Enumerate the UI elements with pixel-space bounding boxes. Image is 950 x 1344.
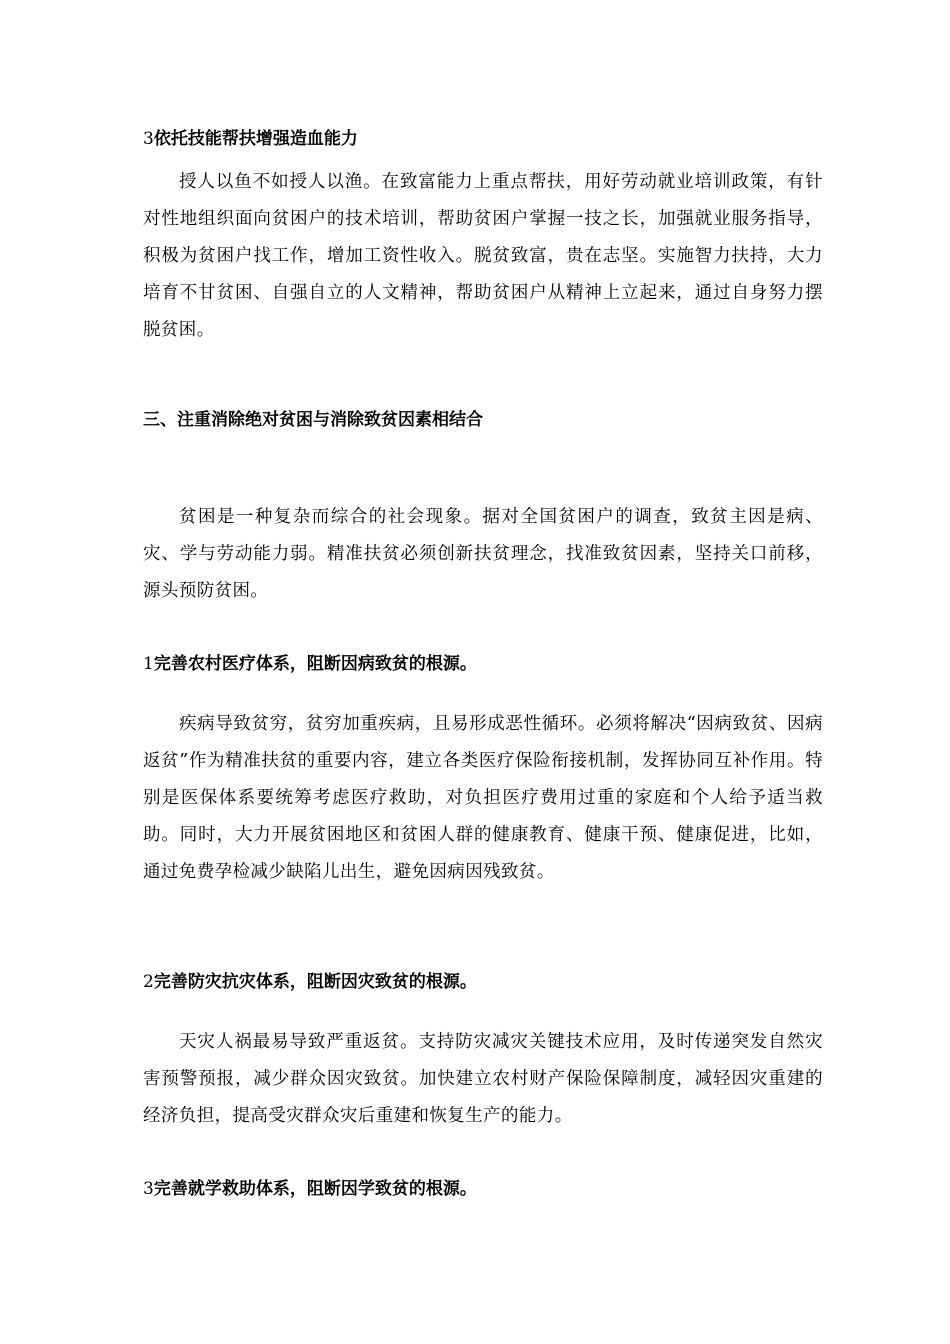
heading-text: 依托技能帮扶增强造血能力 bbox=[153, 129, 358, 149]
section-heading-skills bbox=[143, 127, 358, 151]
paragraph-poverty-causes: 贫困是一种复杂而综合的社会现象。据对全国贫困户的调查，致贫主因是病、灾、学与劳动能力弱。精准扶贫必须创新扶贫理念，找准致贫因素，坚持关口前移，源头预防贫困。 bbox=[143, 507, 823, 601]
section-heading-medical bbox=[143, 652, 477, 676]
heading-number: 2 bbox=[143, 972, 154, 992]
heading-number: 3 bbox=[143, 129, 154, 149]
heading-text: 完善农村医疗体系，阻断因病致贫的根源。 bbox=[153, 654, 477, 674]
heading-number: 3 bbox=[143, 1179, 154, 1199]
paragraph-skills: 授人以鱼不如授人以渔。在致富能力上重点帮扶，用好劳动就业培训政策，有针对性地组织面向贫困户的技术培训，帮助贫困户掌握一技之长，加强就业服务指导，积极为贫困户找工作，增加工资性收入。脱贫致富，贵在志坚。实施智力扶持，大力培育不甘贫困、自强自立的人文精神，帮助贫困户从精神上立起来，通过自身努力摆脱贫困。 bbox=[143, 172, 823, 340]
heading-text: 三、注重消除绝对贫困与消除致贫因素相结合 bbox=[143, 410, 483, 430]
section-heading-education bbox=[143, 1177, 477, 1201]
heading-text: 完善就学救助体系，阻断因学致贫的根源。 bbox=[153, 1179, 477, 1199]
section-heading-disaster bbox=[143, 970, 477, 994]
section-heading-three bbox=[143, 408, 483, 432]
heading-text: 完善防灾抗灾体系，阻断因灾致贫的根源。 bbox=[153, 972, 477, 992]
heading-number: 1 bbox=[143, 654, 154, 674]
paragraph-medical: 疾病导致贫穷，贫穷加重疾病，且易形成恶性循环。必须将解决“因病致贫、因病返贫”作为精准扶贫的重要内容，建立各类医疗保险衔接机制，发挥协同互补作用。特别是医保体系要统筹考虑医疗救助，对负担医疗费用过重的家庭和个人给予适当救助。同时，大力开展贫困地区和贫困人群的健康教育、健康干预、健康促进，比如，通过免费孕检减少缺陷儿出生，避免因病因残致贫。 bbox=[143, 714, 823, 882]
paragraph-disaster: 天灾人祸最易导致严重返贫。支持防灾减灾关键技术应用，及时传递突发自然灾害预警预报，减少群众因灾致贫。加快建立农村财产保险保障制度，减轻因灾重建的经济负担，提高受灾群众灾后重建和恢复生产的能力。 bbox=[143, 1032, 823, 1126]
